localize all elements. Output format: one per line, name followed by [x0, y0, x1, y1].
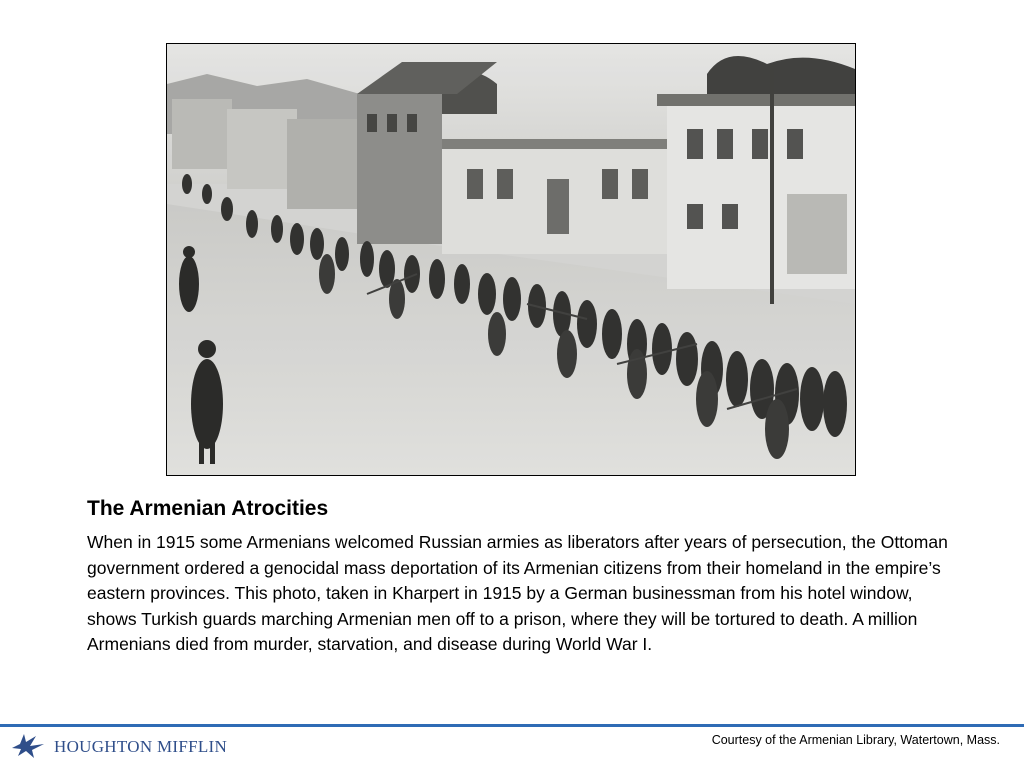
publisher-logo [10, 732, 227, 762]
historical-photo [166, 43, 856, 476]
photo-image [167, 44, 855, 475]
caption-title: The Armenian Atrocities [87, 497, 329, 520]
footer-divider [0, 724, 1024, 727]
caption-body: When in 1915 some Armenians welcomed Russian armies as liberators after years of persecution, the Ottoman government ordered a genocidal mass deportation of its Armenian citizens from their homeland in the empire’s eastern provinces. This photo, taken in Kharpert in 1915 by a German businessman from his hotel window, shows Turkish guards marching Armenian men off to a prison, where they will be tortured to death. A million Armenians died from murder, starvation, and disease during World War I. [87, 532, 948, 654]
houghton-mifflin-bird-icon [10, 730, 46, 765]
photo-credit: Courtesy of the Armenian Library, Watertown, Mass. [711, 733, 1000, 747]
publisher-name: HOUGHTON MIFFLIN [54, 737, 228, 756]
